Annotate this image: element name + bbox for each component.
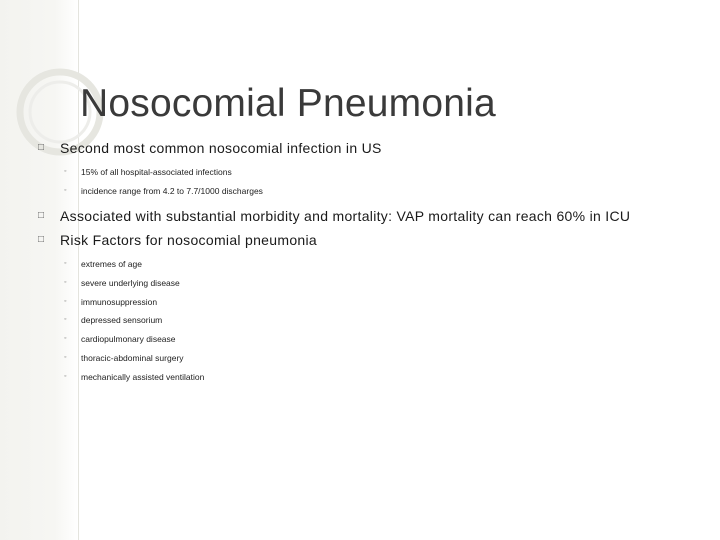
sub-bullet-item <box>38 182 708 201</box>
sub-bullet-item <box>38 368 708 387</box>
sub-bullet-item <box>38 274 708 293</box>
slide-title: Nosocomial Pneumonia <box>80 82 496 125</box>
sub-bullet-text: thoracic-abdominal surgery <box>81 352 184 363</box>
sub-bullet-marker: ◦ <box>64 168 67 175</box>
bullet-item <box>38 206 708 226</box>
sub-bullet-item <box>38 293 708 312</box>
sub-bullet-marker: ◦ <box>64 279 67 287</box>
sub-bullet-item <box>38 163 708 182</box>
bullet-list <box>38 138 708 386</box>
sub-bullet-text: severe underlying disease <box>81 278 180 289</box>
bullet-marker: □ <box>38 234 45 246</box>
bullet-item <box>38 230 708 250</box>
sub-bullet-text: cardiopulmonary disease <box>81 334 176 345</box>
bullet-marker: □ <box>38 210 45 222</box>
sub-bullet-text: depressed sensorium <box>81 315 163 326</box>
sub-bullet-text: incidence range from 4.2 to 7.7/1000 discharges <box>81 185 263 196</box>
sub-bullet-text: 15% of all hospital-associated infections <box>81 167 232 177</box>
sub-bullet-item <box>38 311 708 330</box>
bullet-text: Risk Factors for nosocomial pneumonia <box>60 232 317 249</box>
sub-bullet-item <box>38 255 708 274</box>
sub-bullet-text: extremes of age <box>81 259 142 270</box>
sub-bullet-marker: ◦ <box>64 335 67 343</box>
bullet-item <box>38 138 708 158</box>
bullet-text: Second most common nosocomial infection in US <box>60 140 382 156</box>
sub-bullet-marker: ◦ <box>64 186 67 194</box>
sub-bullet-text: immunosuppression <box>81 296 158 307</box>
sub-bullet-marker: ◦ <box>64 372 67 380</box>
sub-bullet-item <box>38 349 708 368</box>
sub-bullet-marker: ◦ <box>64 297 67 305</box>
sub-bullet-marker: ◦ <box>64 316 67 324</box>
bullet-marker: □ <box>38 142 45 153</box>
sub-bullet-marker: ◦ <box>64 260 67 268</box>
sub-bullet-marker: ◦ <box>64 353 67 361</box>
sub-bullet-item <box>38 330 708 349</box>
sub-bullet-text: mechanically assisted ventilation <box>81 371 205 382</box>
bullet-text: Associated with substantial morbidity and mortality: VAP mortality can reach 60% in ICU <box>60 208 631 225</box>
